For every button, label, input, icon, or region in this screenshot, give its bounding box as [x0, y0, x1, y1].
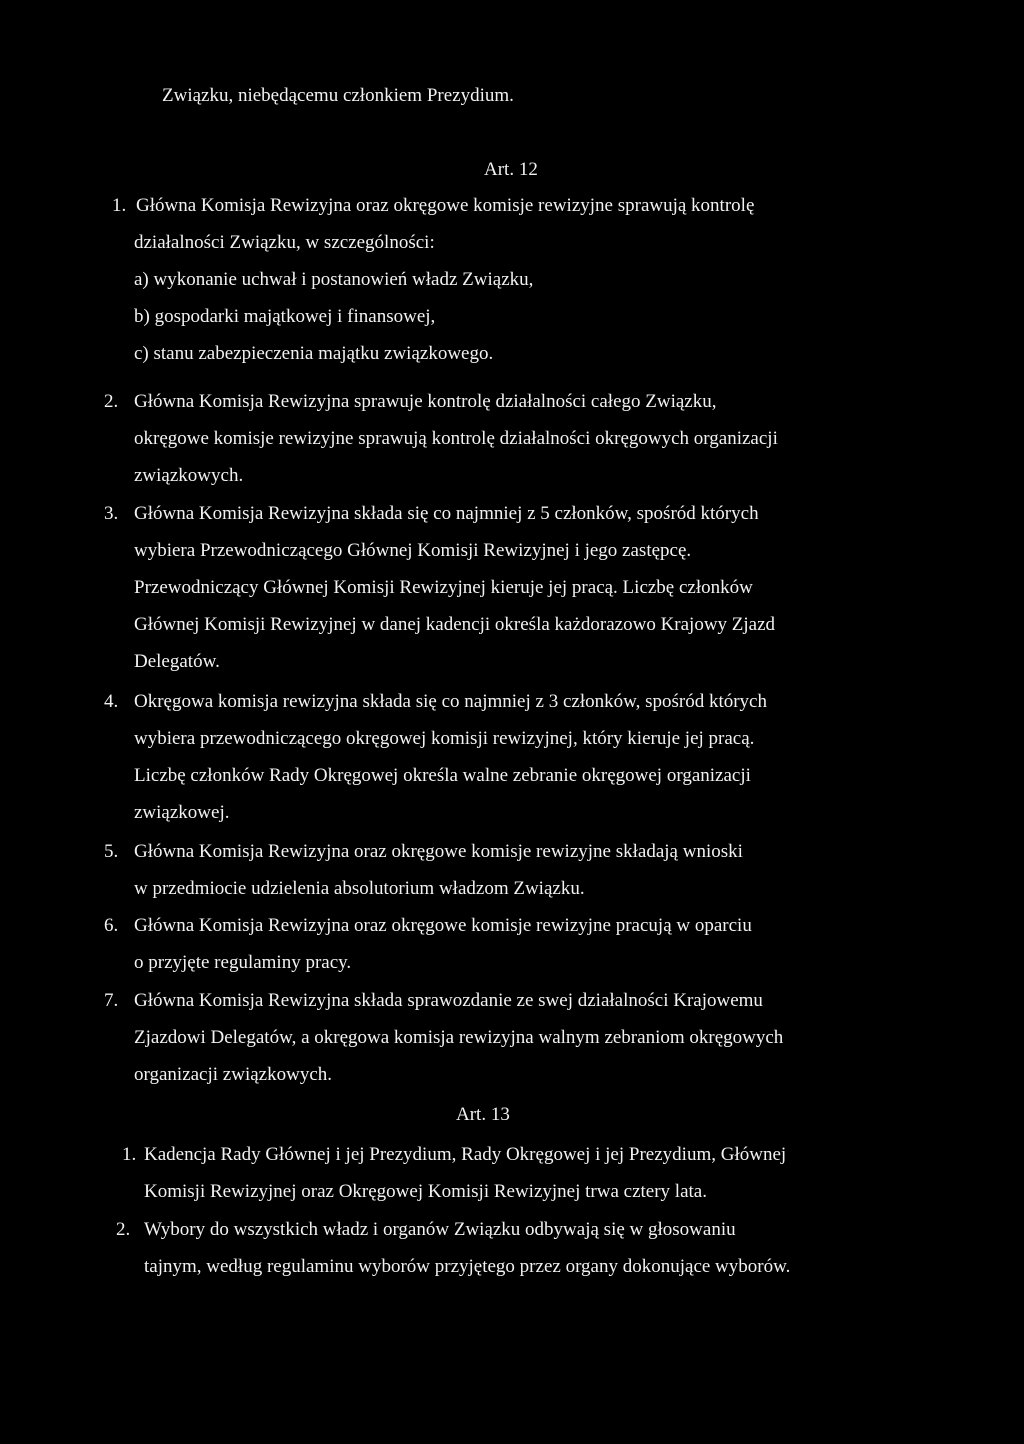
art12-p6-line-2: o przyjęte regulaminy pracy. — [134, 952, 352, 973]
art12-p7-number: 7. — [104, 990, 119, 1011]
art13-p1-line-2: Komisji Rewizyjnej oraz Okręgowej Komisji Rewizyjnej trwa cztery lata. — [144, 1181, 707, 1202]
art12-p3-line-1: Główna Komisja Rewizyjna składa się co najmniej z 5 członków, spośród których — [134, 503, 759, 524]
art12-p2-line-1: Główna Komisja Rewizyjna sprawuje kontrolę działalności całego Związku, — [134, 391, 717, 412]
art12-p3-line-4: Głównej Komisji Rewizyjnej w danej kadencji określa każdorazowo Krajowy Zjazd — [134, 614, 776, 635]
art12-p4-line-4: związkowej. — [134, 802, 230, 823]
art12-p1-item-c: c) stanu zabezpieczenia majątku związkowego. — [134, 343, 494, 364]
art12-p3-line-5: Delegatów. — [134, 651, 220, 672]
art12-p1-line-1: Główna Komisja Rewizyjna oraz okręgowe komisje rewizyjne sprawują kontrolę — [136, 195, 755, 216]
art12-p5-line-1: Główna Komisja Rewizyjna oraz okręgowe komisje rewizyjne składają wnioski — [134, 841, 743, 862]
art13-p1-line-1: Kadencja Rady Głównej i jej Prezydium, Rady Okręgowej i jej Prezydium, Głównej — [144, 1144, 787, 1165]
art12-p4-line-1: Okręgowa komisja rewizyjna składa się co najmniej z 3 członków, spośród których — [134, 691, 767, 712]
art12-p3-line-3: Przewodniczący Głównej Komisji Rewizyjnej kieruje jej pracą. Liczbę członków — [134, 577, 753, 598]
art12-p4-number: 4. — [104, 691, 119, 712]
art12-p1-number: 1. — [112, 195, 127, 216]
art12-p6-number: 6. — [104, 915, 119, 936]
art12-p4-line-3: Liczbę członków Rady Okręgowej określa walne zebranie okręgowej organizacji — [134, 765, 751, 786]
art13-p2-number: 2. — [116, 1219, 131, 1240]
art12-p3-line-2: wybiera Przewodniczącego Głównej Komisji Rewizyjnej i jego zastępcę. — [134, 540, 692, 561]
art12-p7-line-3: organizacji związkowych. — [134, 1064, 333, 1085]
art12-p2-line-3: związkowych. — [134, 465, 244, 486]
art12-p7-line-2: Zjazdowi Delegatów, a okręgowa komisja rewizyjna walnym zebraniom okręgowych — [134, 1027, 784, 1048]
art12-p4-line-2: wybiera przewodniczącego okręgowej komisji rewizyjnej, który kieruje jej pracą. — [134, 728, 755, 749]
art12-p1-item-a: a) wykonanie uchwał i postanowień władz Związku, — [134, 269, 534, 290]
art12-p3-number: 3. — [104, 503, 119, 524]
art13-p2-line-1: Wybory do wszystkich władz i organów Związku odbywają się w głosowaniu — [144, 1219, 736, 1240]
art12-p5-line-2: w przedmiocie udzielenia absolutorium władzom Związku. — [134, 878, 585, 899]
art12-p1-line-2: działalności Związku, w szczególności: — [134, 232, 435, 253]
art13-p2-line-2: tajnym, według regulaminu wyborów przyjętego przez organy dokonujące wyborów. — [144, 1256, 791, 1277]
art13-p1-number: 1. — [122, 1144, 137, 1165]
art12-p7-line-1: Główna Komisja Rewizyjna składa sprawozdanie ze swej działalności Krajowemu — [134, 990, 763, 1011]
art12-p2-line-2: okręgowe komisje rewizyjne sprawują kontrolę działalności okręgowych organizacji — [134, 428, 778, 449]
article-12-heading: Art. 12 — [484, 159, 538, 180]
art12-p6-line-1: Główna Komisja Rewizyjna oraz okręgowe komisje rewizyjne pracują w oparciu — [134, 915, 752, 936]
intro-line: Związku, niebędącemu członkiem Prezydium. — [162, 85, 514, 106]
article-13-heading: Art. 13 — [456, 1104, 510, 1125]
art12-p5-number: 5. — [104, 841, 119, 862]
art12-p2-number: 2. — [104, 391, 119, 412]
art12-p1-item-b: b) gospodarki majątkowej i finansowej, — [134, 306, 436, 327]
